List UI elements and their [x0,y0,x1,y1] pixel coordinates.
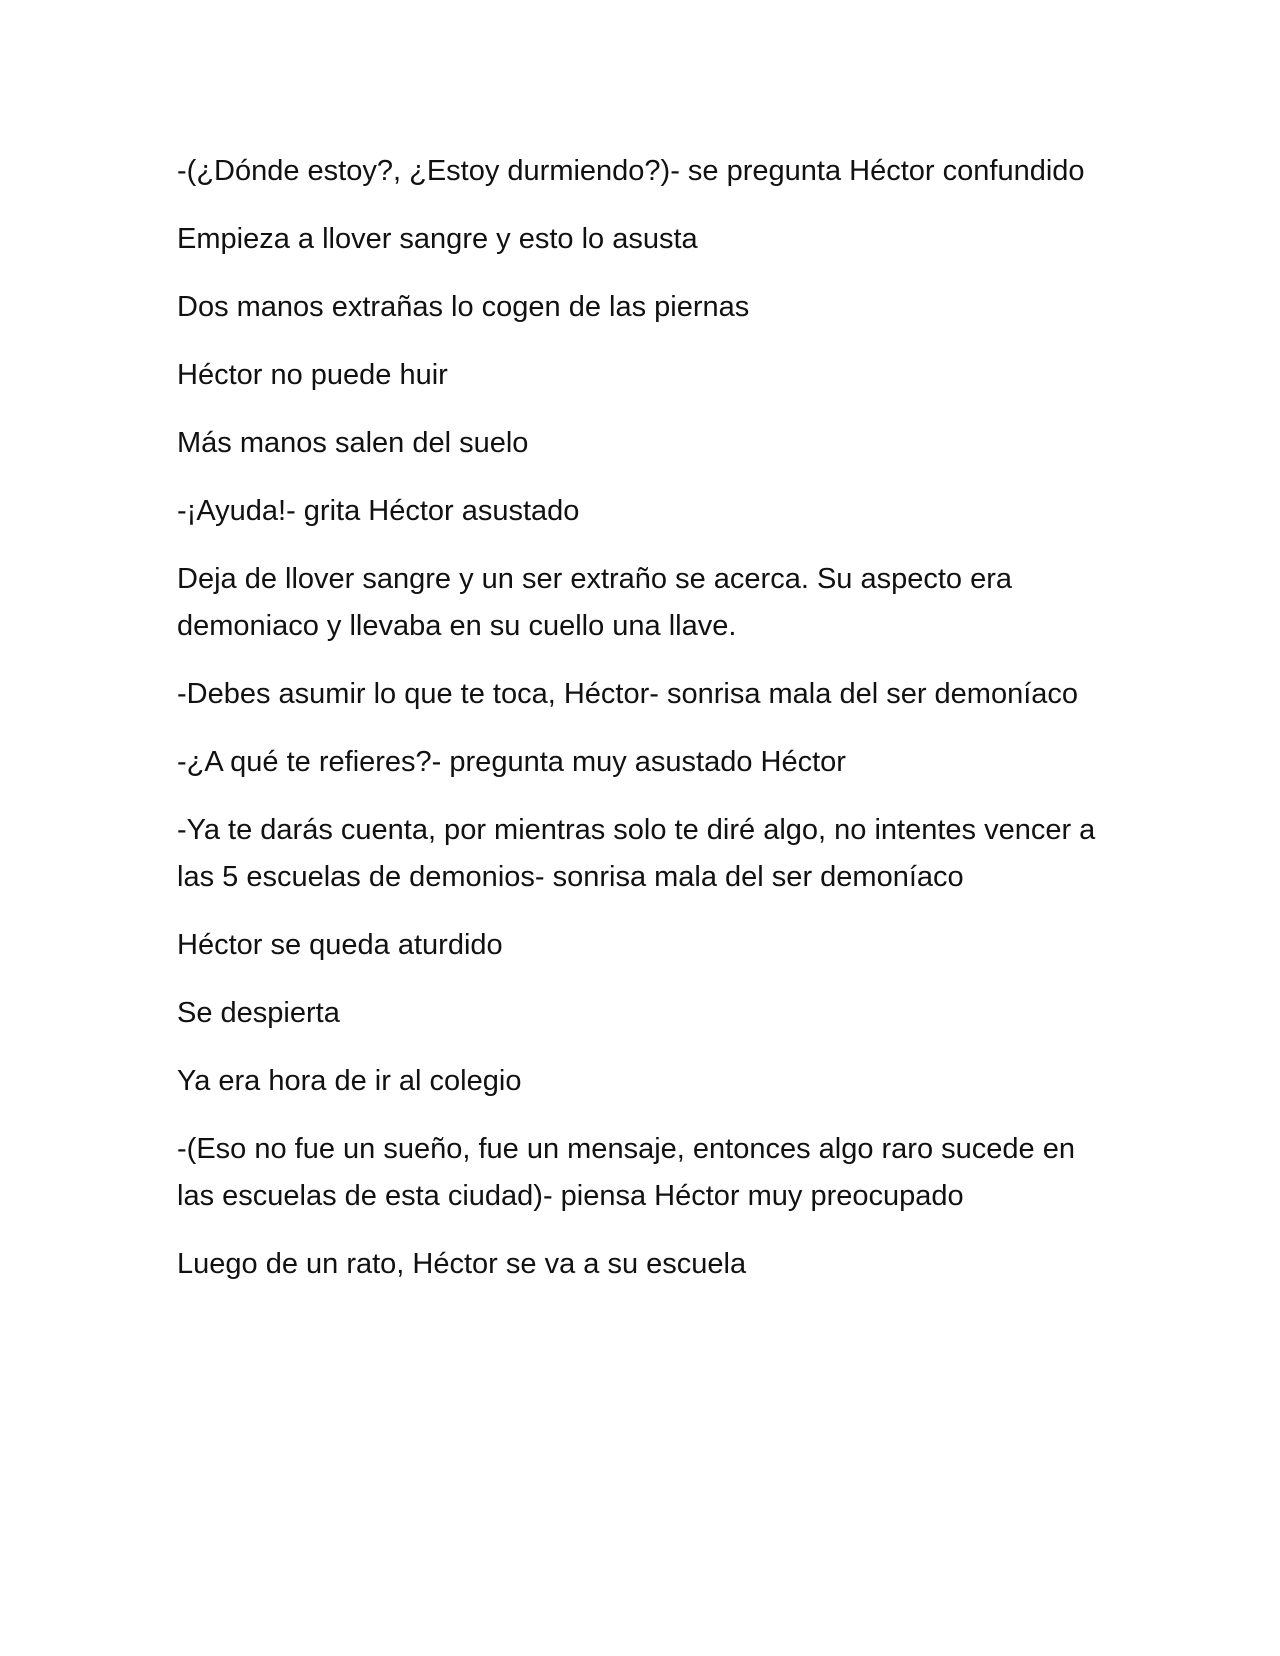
paragraph: Héctor no puede huir [177,359,448,391]
paragraph: Luego de un rato, Héctor se va a su escuela [177,1248,747,1280]
paragraph: Héctor se queda aturdido [177,929,503,961]
document-body [177,148,1097,1309]
paragraph: Deja de llover sangre y un ser extraño se acerca. Su aspecto era demoniaco y llevaba en su cuello una llave. [177,563,1013,642]
paragraph: -Ya te darás cuenta, por mientras solo te diré algo, no intentes vencer a las 5 escuelas de demonios- sonrisa mala del ser demoníaco [177,814,1096,893]
paragraph: Empieza a llover sangre y esto lo asusta [177,223,698,255]
paragraph: -Debes asumir lo que te toca, Héctor- sonrisa mala del ser demoníaco [177,678,1079,710]
paragraph: -(¿Dónde estoy?, ¿Estoy durmiendo?)- se pregunta Héctor confundido [177,155,1085,187]
paragraph: Dos manos extrañas lo cogen de las piernas [177,291,750,323]
paragraph: -¡Ayuda!- grita Héctor asustado [177,495,580,527]
paragraph: Ya era hora de ir al colegio [177,1065,522,1097]
paragraph: -¿A qué te refieres?- pregunta muy asustado Héctor [177,746,846,778]
paragraph: Se despierta [177,997,340,1029]
paragraph: Más manos salen del suelo [177,427,529,459]
paragraph: -(Eso no fue un sueño, fue un mensaje, entonces algo raro sucede en las escuelas de esta ciudad)- piensa Héctor muy preocupado [177,1133,1075,1212]
